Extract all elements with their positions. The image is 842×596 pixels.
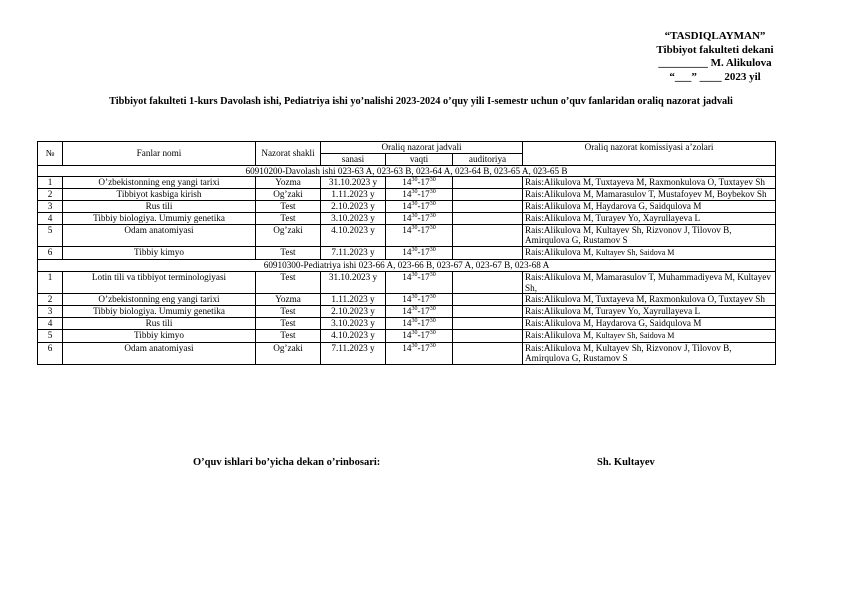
time-start-hour: 14 — [402, 317, 412, 328]
control-form: Yozma — [256, 294, 321, 306]
row-num: 5 — [38, 224, 63, 247]
commission-text: Rais:Alikulova M, Mamarasulov T, Muhammadiyeva M, Kultayev Sh, — [525, 271, 771, 293]
control-form: Yozma — [256, 177, 321, 189]
commission-text: Rais:Alikulova M, Turayev Yo, Xayrullayeva L — [525, 306, 701, 317]
time-start-min: 30 — [411, 247, 418, 254]
time-separator: - — [417, 177, 421, 188]
time-start-hour: 14 — [402, 342, 412, 353]
row-num: 3 — [38, 306, 63, 318]
group-title: 60910300-Pediatriya ishi 023-66 A, 023-66 B, 023-67 A, 023-67 B, 023-68 A — [38, 259, 776, 271]
exam-room — [453, 271, 523, 294]
commission-text: Rais:Alikulova M, — [525, 247, 596, 258]
table-row — [38, 317, 776, 329]
control-form: Og’zaki — [256, 342, 321, 365]
time-end-min: 30 — [429, 306, 436, 313]
group-row — [38, 165, 776, 177]
subject-name: O’zbekistonning eng yangi tarixi — [63, 294, 256, 306]
table-row — [38, 200, 776, 212]
subject-name: Tibbiyot kasbiga kirish — [63, 189, 256, 201]
time-start-hour: 14 — [402, 329, 412, 340]
subject-name: Lotin tili va tibbiyot terminologiyasi — [63, 271, 256, 294]
table-body — [38, 165, 776, 365]
row-num: 1 — [38, 271, 63, 294]
time-end-hour: 17 — [420, 189, 430, 200]
row-num: 2 — [38, 294, 63, 306]
commission-members — [523, 212, 776, 224]
commission-members — [523, 342, 776, 365]
exam-time — [386, 294, 453, 306]
subject-name: Rus tili — [63, 317, 256, 329]
time-start-min: 30 — [411, 306, 418, 313]
commission-text: Rais:Alikulova M, Kultayev Sh, Rizvonov J, Tilovov B, Amirqulova G, Rustamov S — [525, 342, 732, 364]
time-start-min: 30 — [411, 329, 418, 336]
group-title: 60910200-Davolash ishi 023-63 A, 023-63 B, 023-64 A, 023-64 B, 023-65 A, 023-65 B — [38, 165, 776, 177]
time-end-hour: 17 — [420, 177, 430, 188]
time-end-min: 30 — [429, 329, 436, 336]
subject-name: Tibbiy kimyo — [63, 247, 256, 260]
exam-room — [453, 342, 523, 365]
row-num: 1 — [38, 177, 63, 189]
time-separator: - — [417, 189, 421, 200]
time-start-min: 30 — [411, 342, 418, 349]
signer-name: Sh. Kultayev — [597, 457, 655, 468]
exam-room — [453, 317, 523, 329]
exam-time — [386, 177, 453, 189]
time-start-hour: 14 — [402, 177, 412, 188]
exam-time — [386, 271, 453, 294]
time-end-hour: 17 — [420, 294, 430, 305]
time-start-min: 30 — [411, 189, 418, 196]
time-start-min: 30 — [411, 200, 418, 207]
time-separator: - — [417, 212, 421, 223]
exam-room — [453, 329, 523, 342]
exam-room — [453, 306, 523, 318]
commission-text: Rais:Alikulova M, Tuxtayeva M, Raxmonkulova O, Tuxtayev Sh — [525, 177, 765, 188]
table-row — [38, 224, 776, 247]
time-end-min: 30 — [429, 224, 436, 231]
exam-time — [386, 189, 453, 201]
exam-date: 31.10.2023 y — [321, 271, 386, 294]
exam-date: 7.11.2023 y — [321, 342, 386, 365]
exam-date: 1.11.2023 y — [321, 294, 386, 306]
row-num: 2 — [38, 189, 63, 201]
commission-members — [523, 189, 776, 201]
row-num: 5 — [38, 329, 63, 342]
time-end-hour: 17 — [420, 224, 430, 235]
exam-time — [386, 247, 453, 260]
header-subject: Fanlar nomi — [63, 142, 256, 166]
exam-time — [386, 329, 453, 342]
approval-position: Tibbiyot fakulteti dekani — [656, 43, 774, 56]
time-end-min: 30 — [429, 212, 436, 219]
exam-room — [453, 200, 523, 212]
table-row — [38, 306, 776, 318]
time-start-min: 30 — [411, 177, 418, 184]
time-start-hour: 14 — [402, 189, 412, 200]
time-end-hour: 17 — [420, 212, 430, 223]
table-row — [38, 177, 776, 189]
exam-date: 3.10.2023 y — [321, 212, 386, 224]
subject-name: Odam anatomiyasi — [63, 224, 256, 247]
time-end-min: 30 — [429, 200, 436, 207]
header-commission: Oraliq nazorat komissiyasi a’zolari — [523, 142, 776, 166]
time-separator: - — [417, 224, 421, 235]
time-start-hour: 14 — [402, 224, 412, 235]
header-date: sanasi — [321, 153, 386, 165]
time-separator: - — [417, 247, 421, 258]
exam-time — [386, 306, 453, 318]
time-separator: - — [417, 271, 421, 282]
time-end-min: 30 — [429, 271, 436, 278]
commission-text: Rais:Alikulova M, Turayev Yo, Xayrullayeva L — [525, 212, 701, 223]
table-header — [38, 142, 776, 166]
approval-signature: _________ M. Alikulova — [658, 57, 772, 69]
control-form: Og’zaki — [256, 189, 321, 201]
table-row — [38, 342, 776, 365]
commission-text: Rais:Alikulova M, — [525, 329, 596, 340]
control-form: Test — [256, 317, 321, 329]
row-num: 3 — [38, 200, 63, 212]
commission-members — [523, 177, 776, 189]
time-end-hour: 17 — [420, 329, 430, 340]
commission-members — [523, 294, 776, 306]
time-end-min: 30 — [429, 317, 436, 324]
time-separator: - — [417, 306, 421, 317]
commission-text-small: Kultayev Sh, Saidova M — [595, 248, 675, 258]
exam-room — [453, 224, 523, 247]
time-start-min: 30 — [411, 271, 418, 278]
exam-date: 3.10.2023 y — [321, 317, 386, 329]
time-start-hour: 14 — [402, 200, 412, 211]
time-end-min: 30 — [429, 177, 436, 184]
schedule-table — [37, 141, 776, 365]
exam-date: 1.11.2023 y — [321, 189, 386, 201]
header-control-form: Nazorat shakli — [256, 142, 321, 166]
time-end-min: 30 — [429, 294, 436, 301]
commission-members — [523, 224, 776, 247]
row-num: 4 — [38, 212, 63, 224]
row-num: 6 — [38, 247, 63, 260]
exam-time — [386, 317, 453, 329]
subject-name: Tibbiy biologiya. Umumiy genetika — [63, 306, 256, 318]
commission-members — [523, 306, 776, 318]
exam-room — [453, 212, 523, 224]
time-separator: - — [417, 317, 421, 328]
header-room: auditoriya — [453, 153, 523, 165]
time-start-hour: 14 — [402, 306, 412, 317]
exam-date: 2.10.2023 y — [321, 200, 386, 212]
exam-time — [386, 342, 453, 365]
row-num: 4 — [38, 317, 63, 329]
exam-room — [453, 189, 523, 201]
time-end-hour: 17 — [420, 200, 430, 211]
time-start-min: 30 — [411, 317, 418, 324]
approval-heading: “TASDIQLAYMAN” — [664, 30, 766, 42]
control-form: Test — [256, 306, 321, 318]
subject-name: Tibbiy biologiya. Umumiy genetika — [63, 212, 256, 224]
control-form: Test — [256, 247, 321, 260]
row-num: 6 — [38, 342, 63, 365]
time-separator: - — [417, 329, 421, 340]
table-row — [38, 212, 776, 224]
control-form: Test — [256, 271, 321, 294]
time-start-min: 30 — [411, 224, 418, 231]
exam-room — [453, 294, 523, 306]
document-title: Tibbiyot fakulteti 1-kurs Davolash ishi, Pediatriya ishi yo’nalishi 2023-2024 o’quy yili I-semestr uchun o’quv fanlaridan oraliq nazorat jadvali — [109, 96, 733, 107]
exam-time — [386, 212, 453, 224]
time-separator: - — [417, 342, 421, 353]
time-start-min: 30 — [411, 212, 418, 219]
table-row — [38, 329, 776, 342]
time-start-hour: 14 — [402, 247, 412, 258]
exam-date: 31.10.2023 y — [321, 177, 386, 189]
commission-members — [523, 200, 776, 212]
table-row — [38, 294, 776, 306]
subject-name: Rus tili — [63, 200, 256, 212]
group-row — [38, 259, 776, 271]
table-row — [38, 247, 776, 260]
exam-date: 4.10.2023 y — [321, 224, 386, 247]
commission-text: Rais:Alikulova M, Haydarova G, Saidqulova M — [525, 200, 702, 211]
table-row — [38, 189, 776, 201]
time-start-min: 30 — [411, 294, 418, 301]
time-end-hour: 17 — [420, 317, 430, 328]
exam-time — [386, 224, 453, 247]
commission-members — [523, 317, 776, 329]
time-separator: - — [417, 294, 421, 305]
commission-text: Rais:Alikulova M, Haydarova G, Saidqulova M — [525, 317, 702, 328]
control-form: Og’zaki — [256, 224, 321, 247]
header-num: № — [38, 142, 63, 166]
commission-text: Rais:Alikulova M, Kultayev Sh, Rizvonov J, Tilovov B, Amirqulova G, Rustamov S — [525, 224, 732, 246]
time-end-hour: 17 — [420, 306, 430, 317]
time-start-hour: 14 — [402, 294, 412, 305]
header-schedule: Oraliq nazorat jadvali — [321, 142, 523, 154]
time-end-min: 30 — [429, 247, 436, 254]
table-row — [38, 271, 776, 294]
exam-room — [453, 177, 523, 189]
approval-block — [600, 30, 830, 84]
commission-members — [523, 247, 776, 260]
time-end-min: 30 — [429, 342, 436, 349]
header-time: vaqti — [386, 153, 453, 165]
exam-date: 4.10.2023 y — [321, 329, 386, 342]
time-start-hour: 14 — [402, 212, 412, 223]
commission-members — [523, 271, 776, 294]
control-form: Test — [256, 212, 321, 224]
time-separator: - — [417, 200, 421, 211]
commission-text: Rais:Alikulova M, Mamarasulov T, Mustafoyev M, Boybekov Sh — [525, 189, 767, 200]
exam-time — [386, 200, 453, 212]
exam-date: 7.11.2023 y — [321, 247, 386, 260]
approval-date: “___” ____ 2023 yil — [669, 70, 761, 83]
commission-text: Rais:Alikulova M, Tuxtayeva M, Raxmonkulova O, Tuxtayev Sh — [525, 294, 765, 305]
commission-members — [523, 329, 776, 342]
time-start-hour: 14 — [402, 271, 412, 282]
subject-name: Tibbiy kimyo — [63, 329, 256, 342]
signer-title: O’quv ishlari bo’yicha dekan o’rinbosari: — [193, 457, 381, 468]
control-form: Test — [256, 329, 321, 342]
subject-name: Odam anatomiyasi — [63, 342, 256, 365]
exam-date: 2.10.2023 y — [321, 306, 386, 318]
commission-text-small: Kultayev Sh, Saidova M — [595, 330, 675, 340]
time-end-hour: 17 — [420, 342, 430, 353]
time-end-hour: 17 — [420, 247, 430, 258]
time-end-min: 30 — [429, 189, 436, 196]
exam-room — [453, 247, 523, 260]
control-form: Test — [256, 200, 321, 212]
subject-name: O’zbekistonning eng yangi tarixi — [63, 177, 256, 189]
time-end-hour: 17 — [420, 271, 430, 282]
